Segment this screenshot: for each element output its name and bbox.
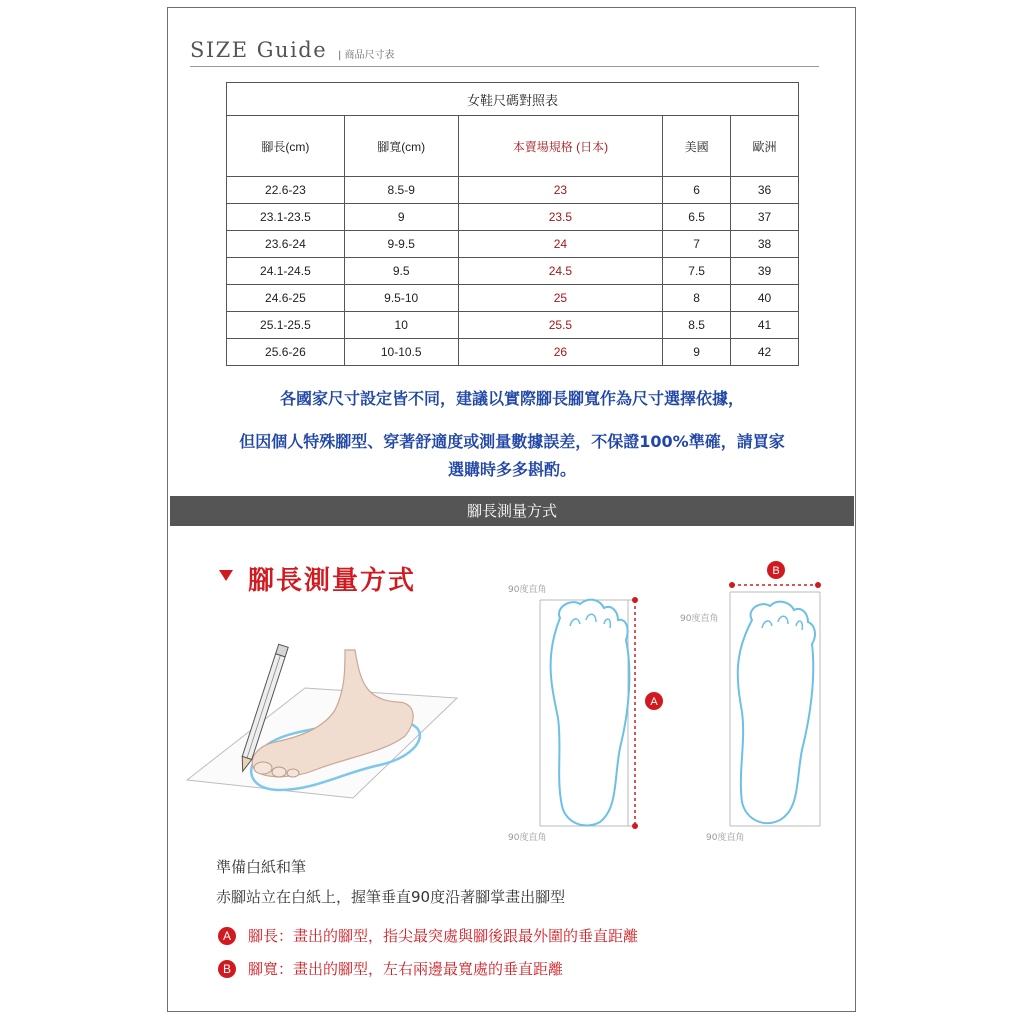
foot-tracing-illustration [185, 640, 465, 810]
marker-a-label: A [650, 696, 658, 708]
definition-b-text: 腳寬：畫出的腳型，左右兩邊最寬處的垂直距離 [248, 960, 564, 978]
cell-foot-width: 10 [344, 312, 458, 339]
step-trace: 赤腳站立在白紙上，握筆垂直90度沿著腳掌畫出腳型 [216, 888, 566, 906]
cell-jp-size: 25 [458, 285, 663, 312]
table-row [227, 204, 799, 231]
cell-us-size: 9 [663, 339, 731, 366]
cell-eu-size: 36 [731, 177, 799, 204]
cell-foot-width: 9.5-10 [344, 285, 458, 312]
cell-us-size: 8.5 [663, 312, 731, 339]
marker-b-label: B [772, 565, 780, 577]
cell-eu-size: 38 [731, 231, 799, 258]
sizing-note-line-2: 但因個人特殊腳型、穿著舒適度或測量數據誤差，不保證100%準確，請買家 [239, 432, 785, 451]
column-header-foot-length: 腳長(cm) [227, 116, 345, 177]
section-bar: 腳長測量方式 [170, 496, 854, 526]
sizing-note-line-3: 選購時多多斟酌。 [447, 460, 576, 479]
cell-eu-size: 37 [731, 204, 799, 231]
size-guide-title: SIZE Guide [190, 38, 328, 62]
foot-length-diagram [500, 578, 670, 848]
title-divider [190, 66, 819, 67]
size-guide-subtitle: | 商品尺寸表 [338, 50, 395, 61]
size-table [226, 82, 799, 366]
table-row [227, 177, 799, 204]
cell-foot-length: 25.1-25.5 [227, 312, 345, 339]
angle-label-bottom-b: 90度直角 [706, 833, 745, 843]
angle-label-bottom: 90度直角 [508, 833, 547, 843]
cell-jp-size: 23 [458, 177, 663, 204]
angle-label-top: 90度直角 [508, 585, 547, 595]
definition-b [218, 958, 563, 979]
column-header-jp-size: 本賣場規格 (日本) [458, 116, 663, 177]
foot-width-diagram [676, 558, 836, 848]
cell-jp-size: 24 [458, 231, 663, 258]
marker-b-badge: B [218, 960, 236, 978]
cell-jp-size: 26 [458, 339, 663, 366]
cell-foot-width: 9.5 [344, 258, 458, 285]
cell-foot-length: 23.1-23.5 [227, 204, 345, 231]
measure-title: 腳長測量方式 [248, 566, 417, 596]
angle-label-side: 90度直角 [680, 614, 719, 624]
cell-eu-size: 39 [731, 258, 799, 285]
column-header-eu-size: 歐洲 [731, 116, 799, 177]
cell-jp-size: 23.5 [458, 204, 663, 231]
cell-foot-length: 24.6-25 [227, 285, 345, 312]
cell-jp-size: 25.5 [458, 312, 663, 339]
cell-eu-size: 40 [731, 285, 799, 312]
table-row [227, 285, 799, 312]
definition-a [218, 925, 638, 946]
table-row [227, 312, 799, 339]
column-header-foot-width: 腳寬(cm) [344, 116, 458, 177]
cell-us-size: 6.5 [663, 204, 731, 231]
table-row [227, 339, 799, 366]
marker-a-badge: A [218, 927, 236, 945]
cell-us-size: 8 [663, 285, 731, 312]
cell-foot-width: 9-9.5 [344, 231, 458, 258]
cell-foot-width: 8.5-9 [344, 177, 458, 204]
cell-us-size: 6 [663, 177, 731, 204]
triangle-marker-icon [219, 570, 233, 582]
cell-jp-size: 24.5 [458, 258, 663, 285]
cell-foot-length: 22.6-23 [227, 177, 345, 204]
table-caption: 女鞋尺碼對照表 [227, 83, 799, 116]
cell-foot-width: 9 [344, 204, 458, 231]
cell-foot-length: 23.6-24 [227, 231, 345, 258]
cell-eu-size: 42 [731, 339, 799, 366]
cell-us-size: 7.5 [663, 258, 731, 285]
table-row [227, 231, 799, 258]
cell-eu-size: 41 [731, 312, 799, 339]
cell-foot-width: 10-10.5 [344, 339, 458, 366]
cell-foot-length: 24.1-24.5 [227, 258, 345, 285]
cell-foot-length: 25.6-26 [227, 339, 345, 366]
definition-a-text: 腳長：畫出的腳型，指尖最突處與腳後跟最外圍的垂直距離 [248, 927, 639, 945]
column-header-us-size: 美國 [663, 116, 731, 177]
sizing-note-line-1: 各國家尺寸設定皆不同，建議以實際腳長腳寬作為尺寸選擇依據， [279, 389, 744, 408]
table-row [227, 258, 799, 285]
step-prepare: 準備白紙和筆 [216, 858, 307, 876]
cell-us-size: 7 [663, 231, 731, 258]
